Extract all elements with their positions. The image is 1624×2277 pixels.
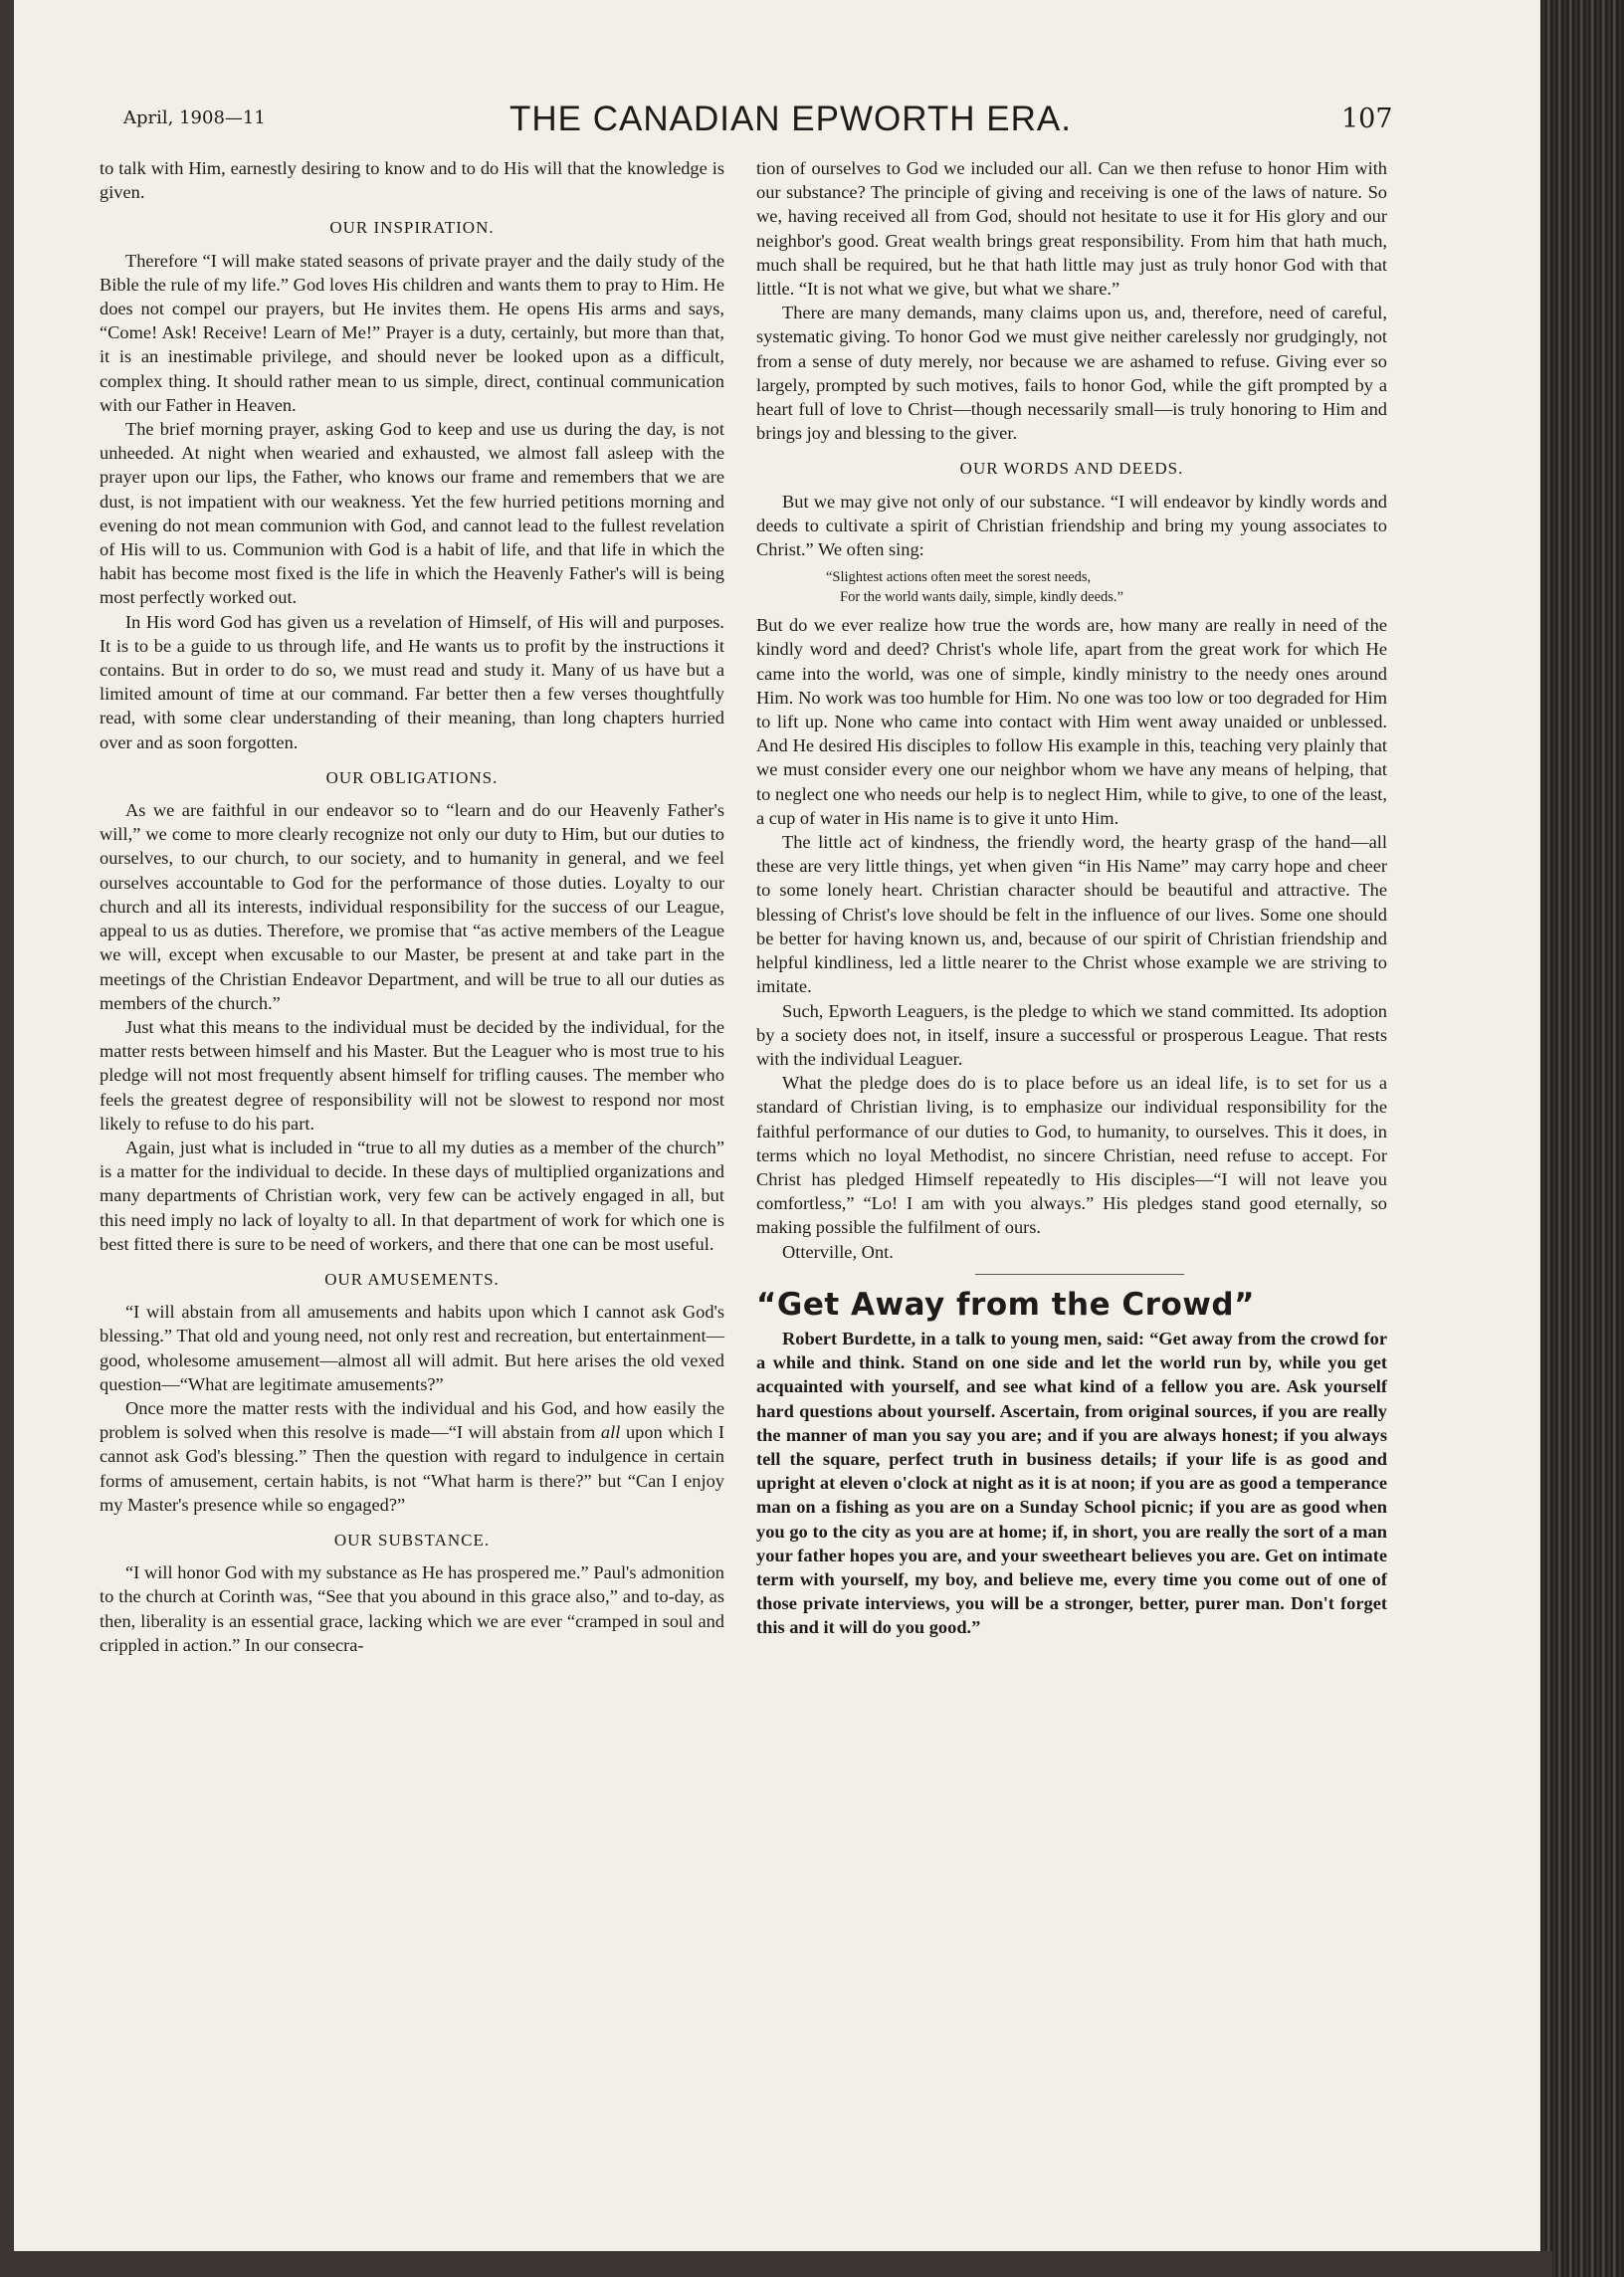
left-column [100, 156, 724, 1657]
paragraph: Therefore “I will make stated seasons of private prayer and the daily study of the Bible the rule of my life.” God loves His children and wants them to pray to Him. He does not compel our prayers, but He invites them. He opens His arms and says, “Come! Ask! Receive! Learn of Me!” Prayer is a duty, certainly, but more than that, it is an inestimable privilege, and should never be looked upon as a difficult, complex thing. It should rather mean to us simple, direct, continual communication with our Father in Heaven. [100, 250, 724, 415]
verse-line: “Slightest actions often meet the sorest needs, [826, 569, 1092, 586]
paragraph: The little act of kindness, the friendly word, the hearty grasp of the hand—all these are very little things, yet when given “in His Name” may carry hope and cheer to some lonely heart. Christian character should be beautiful and attractive. The blessing of Christ's love should be felt in the influence of our lives. Some one should be better for having known us, and, because of our spirit of Christian friendship and helpful kindliness, led a little nearer to the Christ whose example we are striving to imitate. [756, 832, 1387, 997]
text-run: upon which I cannot ask God's blessing.” Then the question with regard to indulgence in certain forms of amusement, certain habits, is not “What harm is there?” but “Can I enjoy my Master's presence while so engaged?” [100, 1422, 724, 1515]
page-number: 107 [1341, 104, 1393, 134]
page-edge-shadow [0, 0, 14, 2277]
paragraph: What the pledge does do is to place before us an ideal life, is to set for us a standard of Christian living, is to emphasize our individual responsibility for the faithful performance of our duties to God, to humanity, to ourselves. This it does, in terms which no loyal Methodist, no sincere Christian, need refuse to accept. For Christ has pledged Himself repeatedly to His disciples—“I will not leave you comfortless,” “Lo! I am with you always.” His pledges stand good eternally, so making possible the fulfilment of ours. [756, 1073, 1387, 1238]
opening-paragraph: to talk with Him, earnestly desiring to know and to do His will that the knowledge is given. [100, 158, 724, 203]
feature-title: “Get Away from the Crowd” [756, 1286, 1255, 1323]
section-heading-amusements: OUR AMUSEMENTS. [324, 1269, 500, 1289]
section-heading-obligations: OUR OBLIGATIONS. [325, 767, 499, 787]
paragraph: Again, just what is included in “true to all my duties as a member of the church” is a matter for the individual to decide. In these days of multiplied organizations and many departments of Christian work, very few can be actively engaged in all, but this need imply no lack of loyalty to all. In that department of work for which one is best fitted there is sure to be need of workers, and there that one can be most useful. [100, 1137, 724, 1254]
feature-body: Robert Burdette, in a talk to young men, said: “Get away from the crowd for a while and think. Stand on one side and let the world run by, while you get acquainted with yourself, and see what kind of a fellow you are. Ask yourself hard questions about yourself. Ascertain, from original sources, if you are really the manner of man you say you are; and if you are always honest; if you always tell the square, perfect truth in business details; if your life is as good and upright at eleven o'clock at night as it is at noon; if you are as good a temperance man on a fishing as you are on a Sunday School picnic; if you are as good when you go to the city as you are at home; if, in short, you are really the sort of a man your father hopes you are, and your sweetheart believes you are. Get on intimate term with yourself, my boy, and believe me, every time you come out of one of those private interviews, you will be a stronger, better, purer man. Don't forget this and it will do you good.” [756, 1328, 1387, 1638]
verse-line: For the world wants daily, simple, kindly deeds.” [840, 589, 1123, 606]
section-heading-inspiration: OUR INSPIRATION. [329, 218, 495, 238]
section-divider [975, 1274, 1184, 1275]
paragraph: But we may give not only of our substance. “I will endeavor by kindly words and deeds to cultivate a spirit of Christian friendship and bring my young associates to Christ.” We often sing: [756, 491, 1387, 560]
section-heading-words-deeds: OUR WORDS AND DEEDS. [959, 459, 1184, 479]
paragraph: Such, Epworth Leaguers, is the pledge to which we stand committed. Its adoption by a society does not, in itself, insure a successful or prosperous League. That rests with the individual Leaguer. [756, 1000, 1387, 1069]
section-heading-substance: OUR SUBSTANCE. [333, 1530, 491, 1550]
continuation-paragraph: tion of ourselves to God we included our all. Can we then refuse to honor Him with our substance? The principle of giving and receiving is one of the laws of nature. So we, having received all from God, should not hesitate to use it for His glory and our neighbor's good. Great wealth brings great responsibility. From him that hath much, much shall be required, but he that hath little may just as truly honor God with that little. “It is not what we give, but what we share.” [756, 158, 1387, 300]
right-column [756, 156, 1387, 1640]
paragraph: Just what this means to the individual must be decided by the individual, for the matter rests between himself and his Master. But the Leaguer who is most true to his pledge will not most frequently absent himself for trifling causes. The member who feels the greatest degree of responsibility will not be slowest to respond nor most likely to refuse to do his part. [100, 1016, 724, 1134]
paragraph [100, 1396, 724, 1517]
paragraph: “I will honor God with my substance as He has prospered me.” Paul's admonition to the church at Corinth was, “See that you abound in this grace also,” and to-day, as then, liberality is an essential grace, lacking which we are ever “cramped in soul and crippled in action.” In our consecra- [100, 1562, 724, 1655]
magazine-title: THE CANADIAN EPWORTH ERA. [509, 100, 1072, 138]
paragraph: In His word God has given us a revelation of Himself, of His will and purposes. It is to be a guide to us through life, and He wants us to profit by the instructions it contains. But in order to do so, we must read and study it. Many of us have but a limited amount of time at our command. Far better then a few verses thoughtfully read, with some clear understanding of their meaning, than long chapters hurried over and as soon forgotten. [100, 611, 724, 752]
paragraph: The brief morning prayer, asking God to keep and use us during the day, is not unheeded. At night when wearied and exhausted, we almost fall asleep with the prayer upon our lips, the Father, who knows our frame and remembers that we are dust, is not impatient with our weakness. Yet the few hurried petitions morning and evening do not mean communion with God, and cannot lead to the fullest revelation of His will to us. Communion with God is a habit of life, and that life in which the habit has become most fixed is the life in which the Heavenly Father's will is being most perfectly worked out. [100, 419, 724, 608]
paragraph: But do we ever realize how true the words are, how many are really in need of the kindly word and deed? Christ's whole life, apart from the great work for which He came into the world, was one of simple, kindly ministry to the needy ones around Him. No work was too humble for Him. No one was too low or too degraded for Him to lift up. None who came into contact with Him went away unaided or unblessed. And He desired His disciples to follow His example in this, teaching very plainly that we must consider every one our neighbor whom we have any means of helping, that to neglect one who needs our help is to neglect Him, while to give, to one of the least, a cup of water in His name is to give it unto Him. [756, 615, 1387, 828]
paragraph: “I will abstain from all amusements and habits upon which I cannot ask God's blessing.” That old and young need, not only rest and recreation, but entertainment—good, wholesome amusement—almost all will admit. But here arises the old vexed question—“What are legitimate amusements?” [100, 1302, 724, 1394]
paragraph: As we are faithful in our endeavor so to “learn and do our Heavenly Father's will,” we come to more clearly recognize not only our duty to Him, but our duties to ourselves, to our church, to our society, and to humanity in general, and we feel ourselves accountable to God for the performance of those duties. Loyalty to our church and all its interests, individual responsibility for the success of our League, appeal to us as duties. Therefore, we promise that “as active members of the League we will, except when excusable to our Master, be present at and take part in the meetings of the Christian Endeavor Department, and will be true to all our duties as members of the church.” [100, 800, 724, 1013]
page-bottom-shadow [0, 2251, 1552, 2277]
issue-date: April, 1908—11 [123, 107, 266, 128]
verse-quote [826, 567, 1387, 607]
author-place: Otterville, Ont. [782, 1241, 894, 1262]
emphasis: all [600, 1422, 621, 1443]
paragraph: There are many demands, many claims upon us, and, therefore, need of careful, systematic giving. To honor God we must give neither carelessly nor grudgingly, not from a sense of duty merely, nor because we are ashamed to refuse. Giving ever so largely, prompted by such motives, fails to honor God, while the gift prompted by a heart full of love to Christ—though necessarily small—is truly honoring to Him and brings joy and blessing to the giver. [756, 303, 1387, 444]
book-binding-edge [1540, 0, 1624, 2277]
feature-box [756, 1286, 1387, 1640]
text-run: Once more the matter rests with the individual and his God, and how easily the problem is solved when this resolve is made—“I will abstain from [100, 1397, 724, 1443]
